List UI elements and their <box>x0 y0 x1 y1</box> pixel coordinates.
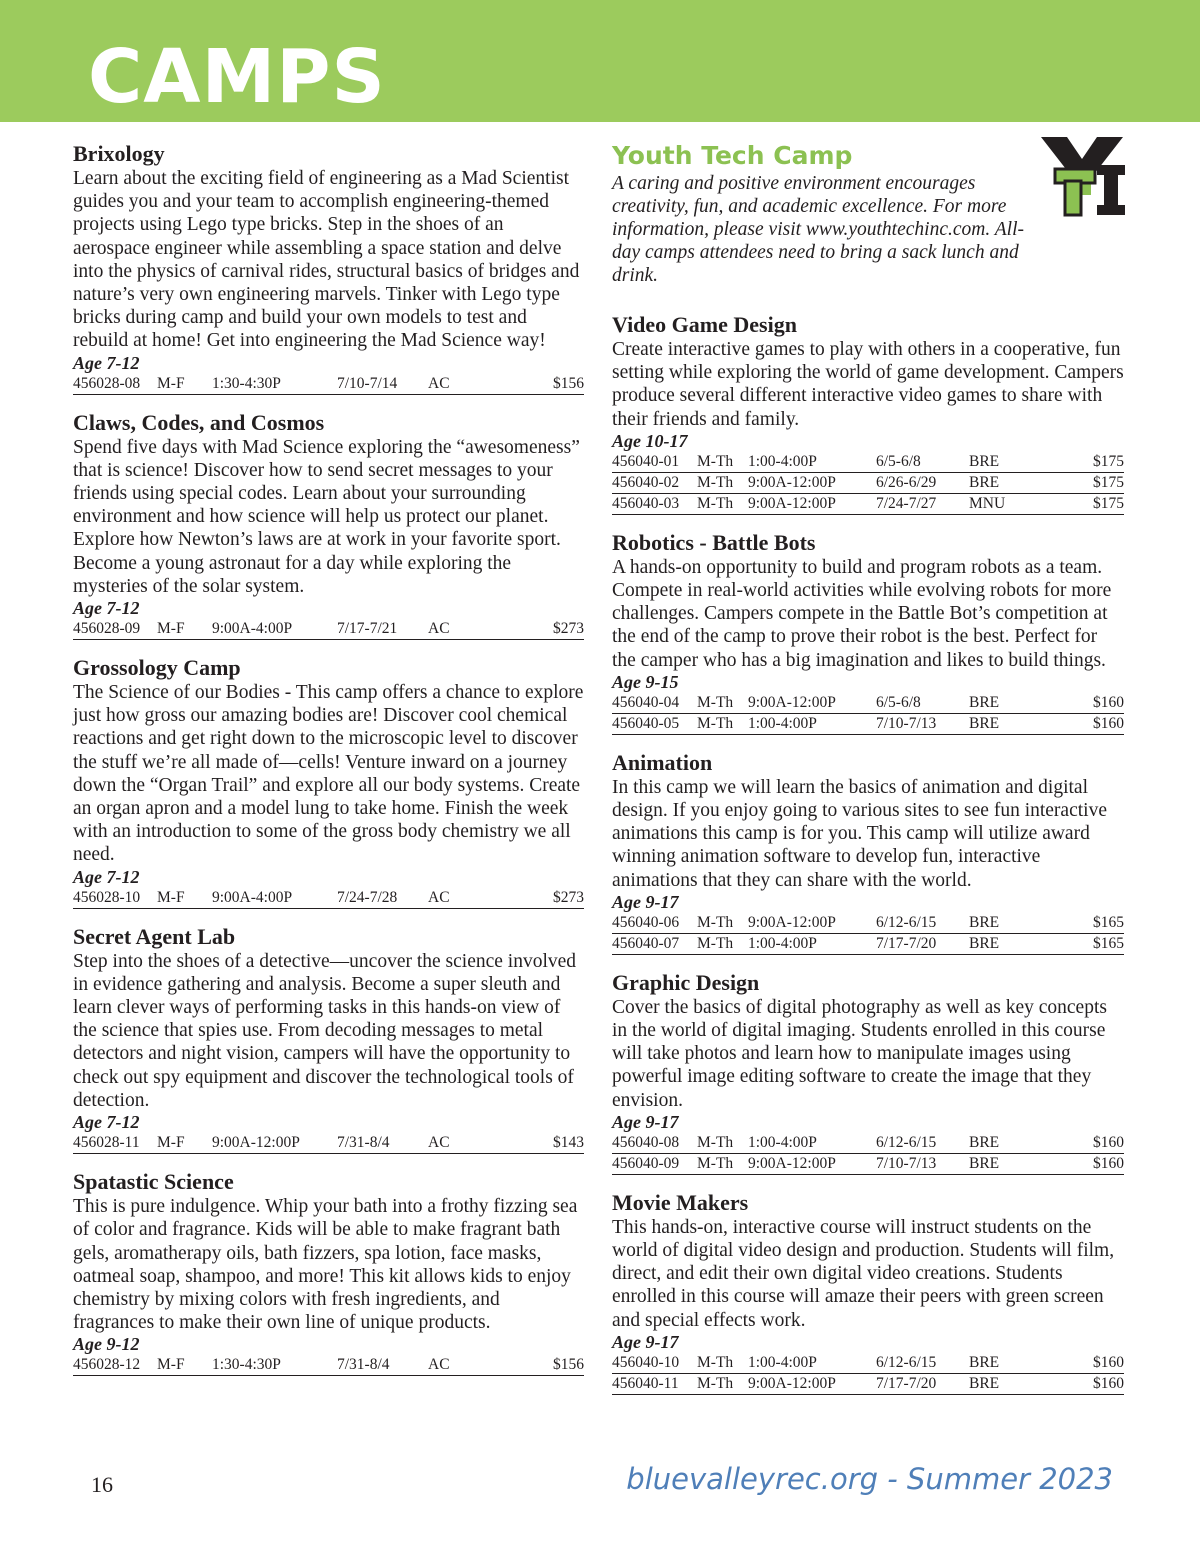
session-code: 456028-08 <box>73 374 141 392</box>
session-price: $160 <box>1093 1154 1124 1172</box>
session-time: 9:00A-12:00P <box>748 913 836 931</box>
session-code: 456040-09 <box>612 1154 680 1172</box>
camp-section <box>73 409 584 640</box>
session-row <box>612 934 1124 955</box>
session-time: 9:00A-4:00P <box>212 888 293 906</box>
session-days: M-Th <box>697 1133 734 1151</box>
camp-age: Age 7-12 <box>73 598 140 619</box>
session-row <box>73 374 584 395</box>
session-dates: 7/24-7/28 <box>337 888 398 906</box>
session-time: 9:00A-12:00P <box>748 1374 836 1392</box>
session-list <box>612 693 1124 735</box>
session-row <box>612 913 1124 934</box>
session-dates: 6/12-6/15 <box>876 1133 937 1151</box>
session-days: M-Th <box>697 452 734 470</box>
session-location: BRE <box>969 452 1000 470</box>
camp-description: Cover the basics of digital photography as well as key concepts in the world of digital imaging. Students enrolled in this course will take photos and learn how to manipulate images using powerful image editing software to create the image that they envision. <box>612 996 1107 1111</box>
session-list <box>612 1353 1124 1395</box>
session-days: M-F <box>157 620 185 638</box>
session-code: 456040-10 <box>612 1353 680 1371</box>
session-days: M-F <box>157 374 185 392</box>
camp-section <box>612 749 1124 955</box>
session-list <box>612 452 1124 515</box>
session-code: 456028-12 <box>73 1356 141 1374</box>
session-location: BRE <box>969 934 1000 952</box>
camp-section <box>73 654 584 909</box>
session-price: $175 <box>1093 494 1124 512</box>
session-time: 1:00-4:00P <box>748 934 817 952</box>
camp-section <box>612 1189 1124 1395</box>
session-row <box>612 452 1124 473</box>
session-dates: 6/12-6/15 <box>876 1353 937 1371</box>
session-price: $160 <box>1093 1374 1124 1392</box>
session-location: BRE <box>969 1154 1000 1172</box>
session-row <box>612 1374 1124 1395</box>
camp-age: Age 7-12 <box>73 352 140 373</box>
camp-age: Age 10-17 <box>612 430 688 451</box>
session-time: 1:00-4:00P <box>748 1133 817 1151</box>
session-dates: 6/5-6/8 <box>876 693 921 711</box>
camp-title: Graphic Design <box>612 969 760 995</box>
right-camp-list <box>612 311 1124 1395</box>
camp-title: Claws, Codes, and Cosmos <box>73 409 325 435</box>
right-column <box>612 140 1124 1409</box>
session-time: 9:00A-12:00P <box>748 473 836 491</box>
session-location: AC <box>428 374 450 392</box>
session-location: AC <box>428 620 450 638</box>
camp-description: This is pure indulgence. Whip your bath into a frothy fizzing sea of color and fragrance. Kids will be able to make fragrant bath gels, aromatherapy oils, bath fizzers, spa lotion, face masks, oatmeal soap, shampoo, and more! This kit allows kids to enjoy chemistry by mixing colors with fresh ingredients, and fragrances to make their own line of unique products. <box>73 1196 578 1334</box>
camp-title: Animation <box>612 749 713 775</box>
camp-section <box>612 529 1124 735</box>
left-column <box>73 140 584 1390</box>
session-row <box>73 1355 584 1376</box>
camp-description: Step into the shoes of a detective—uncover the science involved in evidence gathering and analysis. Become a super sleuth and learn clever ways of performing tasks in this hands-on view of the science that spies use. From decoding messages to metal detectors and night vision, campers will have the opportunity to check out spy equipment and discover the technological tools of detection. <box>73 950 577 1111</box>
camp-age: Age 7-12 <box>73 1112 140 1133</box>
yti-logo-icon <box>1037 135 1127 217</box>
session-time: 9:00A-12:00P <box>212 1134 300 1152</box>
camp-description: This hands-on, interactive course will instruct students on the world of digital video design and production. Students will film, direct, and edit their own digital video creations. Students enrolled in this course will amaze their peers with green screen and special effects work. <box>612 1216 1115 1331</box>
session-list <box>73 374 584 395</box>
session-location: BRE <box>969 693 1000 711</box>
camp-age: Age 9-17 <box>612 891 679 912</box>
camp-title: Robotics - Battle Bots <box>612 529 816 555</box>
camp-section <box>73 1168 584 1376</box>
session-price: $165 <box>1093 913 1124 931</box>
session-code: 456040-02 <box>612 473 680 491</box>
session-row <box>73 619 584 640</box>
session-days: M-F <box>157 1134 185 1152</box>
session-dates: 7/10-7/13 <box>876 714 937 732</box>
camp-section <box>612 969 1124 1175</box>
session-list <box>73 1133 584 1154</box>
session-location: AC <box>428 1134 450 1152</box>
session-list <box>612 913 1124 955</box>
session-row <box>612 473 1124 494</box>
session-list <box>612 1133 1124 1175</box>
session-code: 456040-03 <box>612 494 680 512</box>
camp-title: Video Game Design <box>612 312 797 337</box>
session-list <box>73 619 584 640</box>
footer-site: bluevalleyrec.org - Summer 2023 <box>626 1462 1113 1496</box>
session-location: BRE <box>969 473 1000 491</box>
session-price: $165 <box>1093 934 1124 952</box>
session-row <box>612 714 1124 735</box>
page-title: CAMPS <box>88 34 386 120</box>
session-row <box>612 1353 1124 1374</box>
camp-description: Spend five days with Mad Science exploring the “awesomeness” that is science! Discover how to send secret messages to your friends using special codes. Learn about your surrounding environment and how science will help us protect our planet. Explore how Newton’s laws are at work in your favorite sport. Become a young astronaut for a day while exploring the mysteries of the solar system. <box>73 436 580 597</box>
camp-description: A hands-on opportunity to build and program robots as a team. Compete in real-world activities while evolving robots for more challenges. Campers compete in the Battle Bot’s competition at the end of the camp to prove their robot is the best. Perfect for the camper who has a big imagination and likes to build things. <box>612 556 1112 671</box>
camp-description: In this camp we will learn the basics of animation and digital design. If you enjoy going to various sites to see fun interactive animations this camp is for you. This camp will utilize award winning animation software to develop fun, interactive animations that they can share with the world. <box>612 776 1107 891</box>
session-row <box>612 693 1124 714</box>
session-days: M-F <box>157 1356 185 1374</box>
camp-description: Learn about the exciting field of engineering as a Mad Scientist guides you and your team to accomplish engineering-themed projects using Lego type bricks. Step in the shoes of an aerospace engineer while assembling a space station and delve into the physics of carnival rides, structural basics of bridges and nature’s very own engineering marvels. Tinker with Lego type bricks during camp and build your own models to test and rebuild at home! Get into engineering the Mad Science way! <box>73 168 580 352</box>
session-dates: 6/12-6/15 <box>876 913 937 931</box>
session-time: 1:30-4:30P <box>212 1356 281 1374</box>
camp-section <box>612 311 1124 515</box>
session-days: M-F <box>157 888 185 906</box>
camp-title: Brixology <box>73 141 165 166</box>
camp-description: Create interactive games to play with others in a cooperative, fun setting while exploring the world of game development. Campers produce several different interactive video games to share with their friends and family. <box>612 339 1124 430</box>
session-days: M-Th <box>697 1374 734 1392</box>
session-time: 1:00-4:00P <box>748 1353 817 1371</box>
session-dates: 7/17-7/20 <box>876 934 937 952</box>
camp-section <box>73 923 584 1154</box>
session-days: M-Th <box>697 714 734 732</box>
session-dates: 7/10-7/14 <box>337 374 398 392</box>
session-price: $160 <box>1093 693 1124 711</box>
session-days: M-Th <box>697 693 734 711</box>
session-row <box>73 888 584 909</box>
camp-title: Spatastic Science <box>73 1169 234 1195</box>
camp-title: Secret Agent Lab <box>73 923 236 949</box>
session-price: $175 <box>1093 473 1124 491</box>
session-code: 456028-09 <box>73 620 141 638</box>
session-dates: 7/31-8/4 <box>337 1134 390 1152</box>
session-time: 1:00-4:00P <box>748 452 817 470</box>
session-time: 9:00A-12:00P <box>748 693 836 711</box>
session-list <box>73 1355 584 1376</box>
session-price: $160 <box>1093 714 1124 732</box>
session-price: $160 <box>1093 1353 1124 1371</box>
session-row <box>73 1133 584 1154</box>
session-days: M-Th <box>697 934 734 952</box>
session-price: $156 <box>553 1356 584 1374</box>
session-code: 456040-07 <box>612 934 680 952</box>
youth-tech-intro <box>612 140 1124 287</box>
header-banner <box>0 0 1200 122</box>
camp-age: Age 9-12 <box>73 1334 140 1355</box>
session-days: M-Th <box>697 913 734 931</box>
session-price: $156 <box>553 374 584 392</box>
session-time: 9:00A-12:00P <box>748 494 836 512</box>
session-location: AC <box>428 888 450 906</box>
camp-age: Age 7-12 <box>73 866 140 887</box>
session-days: M-Th <box>697 1154 734 1172</box>
session-dates: 7/31-8/4 <box>337 1356 390 1374</box>
page-number: 16 <box>91 1472 113 1497</box>
session-location: BRE <box>969 913 1000 931</box>
session-time: 1:00-4:00P <box>748 714 817 732</box>
session-location: BRE <box>969 1133 1000 1151</box>
session-price: $143 <box>553 1134 584 1152</box>
session-row <box>612 1154 1124 1175</box>
youth-tech-description: A caring and positive environment encourages creativity, fun, and academic excellence. For more information, please visit www.youthtechinc.com. All-day camps attendees need to bring a sack lunch and drink. <box>612 173 1024 286</box>
session-dates: 7/10-7/13 <box>876 1154 937 1172</box>
session-code: 456028-11 <box>73 1134 140 1152</box>
session-dates: 7/17-7/21 <box>337 620 398 638</box>
session-code: 456040-06 <box>612 913 680 931</box>
session-code: 456040-04 <box>612 693 680 711</box>
session-price: $273 <box>553 888 584 906</box>
camp-section <box>73 140 584 395</box>
session-price: $273 <box>553 620 584 638</box>
session-dates: 6/26-6/29 <box>876 473 937 491</box>
camp-description: The Science of our Bodies - This camp offers a chance to explore just how gross our amazing bodies are! Discover cool chemical reactions and get right down to the microscopic level to discover the stuff we’re all made of—cells! Venture inward on a journey down the “Organ Trail” and explore all our body systems. Create an organ apron and a model lung to take home. Finish the week with an introduction to some of the gross body chemistry we all need. <box>73 682 584 866</box>
session-list <box>73 888 584 909</box>
camp-title: Grossology Camp <box>73 655 241 681</box>
session-price: $175 <box>1093 452 1124 470</box>
camp-title: Movie Makers <box>612 1189 749 1215</box>
session-days: M-Th <box>697 494 734 512</box>
youth-tech-title: Youth Tech Camp <box>612 141 853 170</box>
session-location: BRE <box>969 1374 1000 1392</box>
session-price: $160 <box>1093 1133 1124 1151</box>
session-code: 456040-01 <box>612 452 680 470</box>
session-code: 456040-08 <box>612 1133 680 1151</box>
session-code: 456040-05 <box>612 714 680 732</box>
session-row <box>612 1133 1124 1154</box>
session-location: MNU <box>969 494 1006 512</box>
session-location: BRE <box>969 1353 1000 1371</box>
camp-age: Age 9-17 <box>612 1331 679 1352</box>
camp-age: Age 9-17 <box>612 1111 679 1132</box>
session-days: M-Th <box>697 1353 734 1371</box>
session-code: 456040-11 <box>612 1374 679 1392</box>
session-days: M-Th <box>697 473 734 491</box>
session-time: 9:00A-4:00P <box>212 620 293 638</box>
session-code: 456028-10 <box>73 888 141 906</box>
session-dates: 7/17-7/20 <box>876 1374 937 1392</box>
session-row <box>612 494 1124 515</box>
session-time: 9:00A-12:00P <box>748 1154 836 1172</box>
camp-age: Age 9-15 <box>612 671 679 692</box>
session-dates: 6/5-6/8 <box>876 452 921 470</box>
session-dates: 7/24-7/27 <box>876 494 937 512</box>
session-location: BRE <box>969 714 1000 732</box>
session-location: AC <box>428 1356 450 1374</box>
session-time: 1:30-4:30P <box>212 374 281 392</box>
